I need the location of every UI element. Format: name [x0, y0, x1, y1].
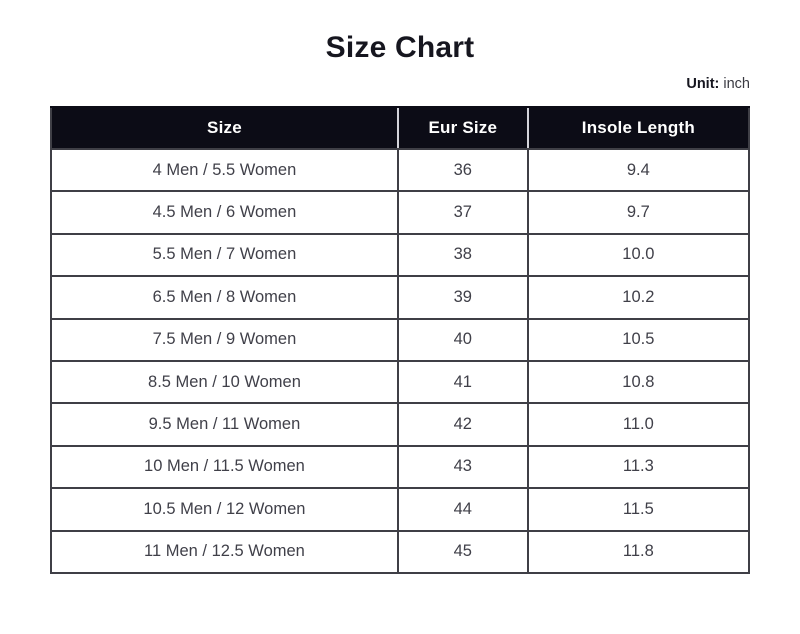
- cell-eur-size: 42: [398, 403, 528, 445]
- cell-size: 5.5 Men / 7 Women: [51, 234, 398, 276]
- table-row: [51, 446, 749, 488]
- column-header-eur-size: Eur Size: [398, 107, 528, 149]
- size-chart-table: [50, 106, 750, 574]
- cell-eur-size: 44: [398, 488, 528, 530]
- cell-eur-size: 37: [398, 191, 528, 233]
- table-row: [51, 361, 749, 403]
- page-title: Size Chart: [325, 31, 475, 64]
- cell-size: 4.5 Men / 6 Women: [51, 191, 398, 233]
- cell-size: 11 Men / 12.5 Women: [51, 531, 398, 573]
- table-row: [51, 234, 749, 276]
- cell-insole-length: 11.8: [528, 531, 749, 573]
- cell-eur-size: 40: [398, 319, 528, 361]
- column-header-size: Size: [51, 107, 398, 149]
- unit-value: inch: [723, 76, 750, 92]
- cell-insole-length: 10.8: [528, 361, 749, 403]
- cell-eur-size: 38: [398, 234, 528, 276]
- cell-size: 7.5 Men / 9 Women: [51, 319, 398, 361]
- cell-insole-length: 11.0: [528, 403, 749, 445]
- cell-eur-size: 43: [398, 446, 528, 488]
- cell-size: 10.5 Men / 12 Women: [51, 488, 398, 530]
- cell-insole-length: 10.5: [528, 319, 749, 361]
- cell-eur-size: 45: [398, 531, 528, 573]
- table-row: [51, 403, 749, 445]
- unit-line: [50, 74, 750, 94]
- cell-insole-length: 11.3: [528, 446, 749, 488]
- table-row: [51, 488, 749, 530]
- cell-size: 6.5 Men / 8 Women: [51, 276, 398, 318]
- table-row: [51, 149, 749, 191]
- table-row: [51, 276, 749, 318]
- unit-label: Unit:: [686, 76, 720, 92]
- cell-insole-length: 11.5: [528, 488, 749, 530]
- cell-eur-size: 36: [398, 149, 528, 191]
- cell-insole-length: 10.0: [528, 234, 749, 276]
- cell-insole-length: 9.4: [528, 149, 749, 191]
- column-header-insole-length: Insole Length: [528, 107, 749, 149]
- cell-insole-length: 10.2: [528, 276, 749, 318]
- cell-size: 4 Men / 5.5 Women: [51, 149, 398, 191]
- table-row: [51, 531, 749, 573]
- table-row: [51, 191, 749, 233]
- table-row: [51, 319, 749, 361]
- cell-size: 10 Men / 11.5 Women: [51, 446, 398, 488]
- header-row: [51, 107, 749, 149]
- cell-eur-size: 41: [398, 361, 528, 403]
- cell-eur-size: 39: [398, 276, 528, 318]
- cell-size: 8.5 Men / 10 Women: [51, 361, 398, 403]
- cell-insole-length: 9.7: [528, 191, 749, 233]
- cell-size: 9.5 Men / 11 Women: [51, 403, 398, 445]
- table-body: [51, 149, 749, 573]
